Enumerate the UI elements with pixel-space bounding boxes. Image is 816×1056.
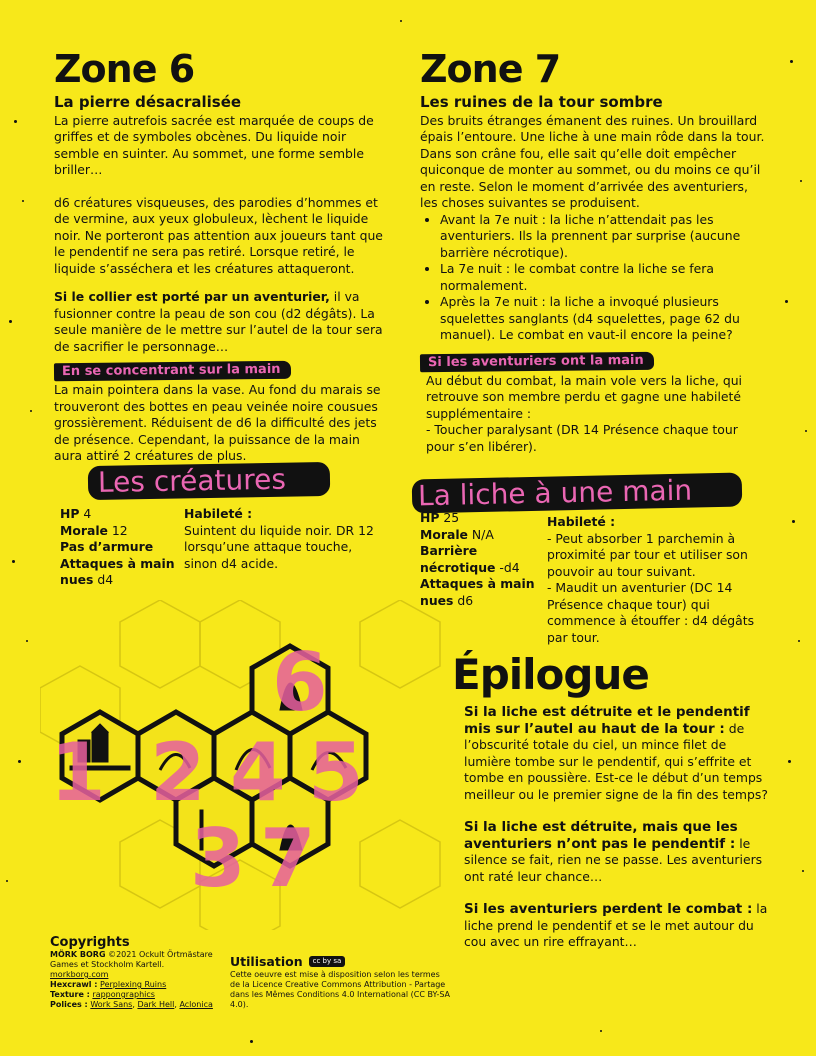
font-link-aclonica[interactable]: Aclonica <box>179 1000 213 1009</box>
epilogue-paragraph-2 <box>452 819 772 885</box>
copyright-line-1 <box>50 950 222 980</box>
map-number: 7 <box>260 812 316 905</box>
epilogue-title: Épilogue <box>452 650 649 699</box>
zone6-title: Zone 6 <box>54 47 195 91</box>
zone7-subtitle: Les ruines de la tour sombre <box>420 93 663 111</box>
texture-link[interactable]: rappongraphics <box>92 990 155 999</box>
zone6-paragraph-2: d6 créatures visqueuses, des parodies d’hommes et de vermine, aux yeux globuleux, lèchent le liquide noir. Ne porteront pas attention aux joueurs tant que le pendentif ne sera pas retiré. Lorsque retiré, le liquide s’asséchera et les créatures attaqueront. <box>54 194 383 276</box>
creatures-hp-value: 4 <box>79 506 92 521</box>
license-text: Cette oeuvre est mise à disposition selon les termes de la Licence Creative Commons Attribution - Partage dans les Mêmes Conditions 4.0 International (CC BY-SA 4.0). <box>230 970 451 1009</box>
creatures-ability <box>184 506 376 572</box>
lich-ability-1: - Peut absorber 1 parchemin à proximité par tour et utiliser son pouvoir au tour suivant. <box>547 530 748 579</box>
epilogue-condition-1: Si la liche est détruite et le pendentif mis sur l’autel au haut de la tour : <box>464 704 750 737</box>
hex-map-illustration <box>40 600 460 930</box>
zone7-paragraph-2: Au début du combat, la main vole vers la liche, qui retrouve son membre perdu et gagne une habileté supplémentaire : <box>426 372 743 421</box>
lich-morale-label: Morale <box>420 526 468 542</box>
zone6-necklace-text: il va fusionner contre la peau de son cou (d2 dégâts). La seule manière de le mettre sur l’autel de la tour sera de sacrifier le personnage… <box>54 289 383 354</box>
creatures-ability-text: Suintent du liquide noir. DR 12 lorsqu’une attaque touche, sinon d4 acide. <box>184 522 374 571</box>
creatures-morale-value: 12 <box>107 522 128 538</box>
map-number: 4 <box>230 726 286 819</box>
map-number: 3 <box>190 812 246 905</box>
cc-by-sa-icon: cc by sa <box>309 956 346 967</box>
epilogue-text-3: la liche prend le pendentif et se le met autour du cou avec un rire effrayant… <box>464 901 768 949</box>
epilogue-condition-2: Si la liche est détruite, mais que les aventuriers n’ont pas le pendentif : <box>464 819 738 852</box>
font-link-dark-hell[interactable]: Dark Hell <box>137 1000 175 1009</box>
lich-hp-label: HP <box>420 510 440 525</box>
creatures-armor: Pas d’armure <box>60 539 154 554</box>
copyright-hexcrawl <box>50 980 222 990</box>
copyright-owner: ©2021 Ockult Örtmästare Games et Stockholm Kartell. <box>50 950 213 969</box>
lich-barrier-label: Barrière nécrotique <box>420 543 496 575</box>
hexcrawl-label: Hexcrawl : <box>50 980 98 989</box>
zone7-bullet-list <box>420 212 765 344</box>
creatures-stats <box>60 506 178 589</box>
hexcrawl-link[interactable]: Perplexing Ruins <box>100 980 167 989</box>
zone7-paragraph-1: Des bruits étranges émanent des ruines. Un brouillard épais l’entoure. Une liche à une main rôde dans la tour. Dans son crâne fou, elle sait qu’elle doit empêcher quiconque de monter au sommet, ou du moins ce qu’il en reste. Selon le moment d’arrivée des aventuriers, les choses suivantes se produisent. <box>420 112 765 210</box>
creatures-ability-label: Habileté : <box>184 506 253 521</box>
creatures-title-band <box>88 462 331 500</box>
map-number: 1 <box>50 726 106 819</box>
creatures-attack-value: d4 <box>93 572 114 587</box>
zone7-paragraph-3: - Toucher paralysant (DR 14 Présence chaque tour pour s’en libérer). <box>426 422 738 454</box>
zone6-paragraph-3 <box>54 289 384 355</box>
creatures-attack-label: Attaques à main nues <box>60 555 175 587</box>
copyright-section <box>50 936 222 1010</box>
epilogue-text-2: le silence se fait, rien ne se passe. Les aventuriers ont raté leur chance… <box>464 835 763 884</box>
fonts-label: Polices : <box>50 1000 88 1009</box>
map-number: 6 <box>272 636 328 729</box>
creatures-hp-label: HP <box>60 506 80 521</box>
lich-title-band <box>412 473 743 514</box>
zone6-hand-band: En se concentrant sur la main <box>54 361 291 381</box>
lich-ability <box>547 514 769 646</box>
lich-stats <box>420 510 538 609</box>
epilogue-text-1: de l’obscurité totale du ciel, un mince filet de lumière tombe sur le pendentif, qui s’effrite et tombe en poussière. Est-ce le début d’un temps meilleur ou le premier signe de la fin des temps? <box>464 720 768 802</box>
epilogue-paragraph-3 <box>452 901 772 951</box>
lich-ability-2: - Maudit un aventurier (DC 14 Présence chaque tour) qui commence à étouffer : d4 dégâts par tour. <box>547 580 755 645</box>
lich-barrier-value: -d4 <box>495 559 520 575</box>
zone6-section <box>54 47 384 465</box>
map-number: 5 <box>308 726 364 819</box>
list-item: • Après la 7e nuit : la liche a invoqué plusieurs squelettes sanglants (d4 squelettes, page 62 du manuel). Le combat en vaut-il encore la peine? <box>440 294 765 344</box>
zone6-paragraph-1: La pierre autrefois sacrée est marquée de coups de griffes et de symboles obcènes. Du liquide noir semble en suinter. Au sommet, une forme semble briller… <box>54 112 374 177</box>
list-item: • Avant la 7e nuit : la liche n’attendait pas les aventuriers. Ils la prennent par surprise (aucune barrière nécrotique). <box>440 212 765 262</box>
zone7-title: Zone 7 <box>420 47 561 91</box>
creatures-title: Les créatures <box>97 462 287 499</box>
lich-attack-value: d6 <box>453 592 474 608</box>
zone6-subtitle: La pierre désacralisée <box>54 93 242 111</box>
lich-hp-value: 25 <box>439 510 460 525</box>
zone7-hand-band: Si les aventuriers ont la main <box>420 351 654 371</box>
lich-title: La liche à une main <box>417 473 693 513</box>
zone6-paragraph-4: La main pointera dans la vase. Au fond du marais se trouveront des bottes en peau veinée noire cousues grossièrement. Réduisent de d6 la difficulté des jets de présence. Cependant, la puissance de la main aura attiré 2 créatures de plus. <box>54 382 381 463</box>
epilogue-paragraph-1 <box>452 704 772 803</box>
creatures-morale-label: Morale <box>60 522 108 538</box>
epilogue-condition-3: Si les aventuriers perdent le combat : <box>464 901 753 917</box>
map-number: 2 <box>150 726 206 819</box>
list-item: • La 7e nuit : le combat contre la liche se fera normalement. <box>440 261 765 294</box>
license-title: Utilisation <box>230 954 303 969</box>
font-link-work-sans[interactable]: Work Sans <box>90 1000 133 1009</box>
lich-attack-label: Attaques à main nues <box>420 576 535 608</box>
copyright-texture <box>50 990 222 1000</box>
lich-morale-value: N/A <box>467 526 494 542</box>
license-section <box>230 954 452 1010</box>
morkborg-link[interactable]: morkborg.com <box>50 970 109 979</box>
copyright-fonts: Polices : Work Sans, Dark Hell, Aclonica <box>50 1000 213 1009</box>
zone6-necklace-condition: Si le collier est porté par un aventurier, <box>54 289 330 304</box>
texture-label: Texture : <box>50 990 90 999</box>
copyright-game: MÖRK BORG <box>50 950 106 959</box>
copyright-title: Copyrights <box>50 935 130 950</box>
lich-ability-label: Habileté : <box>547 514 616 529</box>
epilogue-section <box>452 650 772 951</box>
zone7-section <box>420 47 765 455</box>
